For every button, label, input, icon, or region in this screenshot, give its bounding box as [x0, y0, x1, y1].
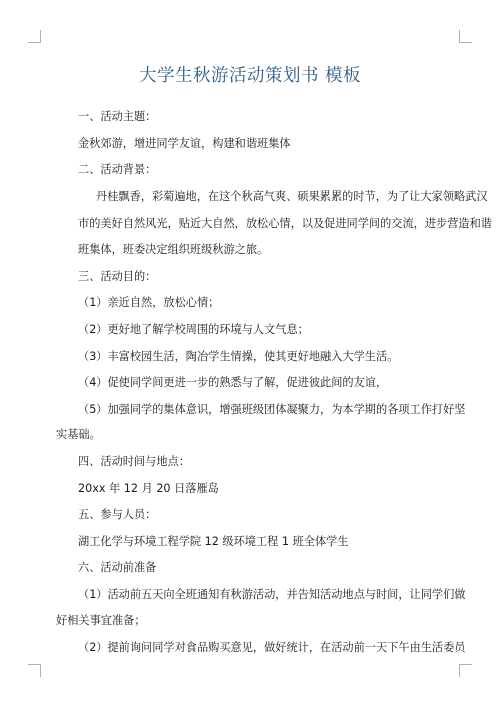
list-item: （1）活动前五天向全班通知有秋游活动，并告知活动地点与时间，让同学们做 — [78, 588, 466, 601]
list-item: （2）更好地了解学校周围的环境与人文气息； — [78, 323, 309, 336]
paragraph: 湖工化学与环境工程学院 12 级环境工程 1 班全体学生 — [78, 535, 349, 548]
list-item-continuation: 实基础。 — [56, 428, 101, 441]
paragraph: 丹桂飘香，彩菊遍地，在这个秋高气爽、硕果累累的时节，为了让大家领略武汉 — [96, 190, 488, 203]
crop-mark-top-left — [28, 30, 41, 43]
heading-preparation: 六、活动前准备 — [78, 561, 157, 574]
paragraph: 班集体，班委决定组织班级秋游之旅。 — [78, 243, 269, 256]
list-item: （1）亲近自然，放松心情； — [78, 296, 220, 309]
heading-time-place: 四、活动时间与地点： — [78, 455, 190, 468]
crop-mark-top-right — [459, 30, 472, 43]
list-item: （5）加强同学的集体意识，增强班级团体凝聚力，为本学期的各项工作打好坚 — [78, 403, 466, 416]
document-title: 大学生秋游活动策划书 模板 — [138, 66, 362, 86]
list-item: （3）丰富校园生活，陶冶学生情操，使其更好地融入大学生活。 — [78, 350, 399, 363]
crop-mark-bottom-left — [28, 664, 41, 677]
list-item: （4）促使同学间更进一步的熟悉与了解，促进彼此间的友谊， — [78, 376, 388, 389]
heading-background: 二、活动背景： — [78, 163, 157, 176]
crop-mark-bottom-right — [459, 664, 472, 677]
heading-theme: 一、活动主题： — [78, 110, 157, 123]
paragraph: 市的美好自然风光，贴近大自然，放松心情，以及促进同学间的交流，进步营造和谐 — [78, 217, 492, 230]
heading-purpose: 三、活动目的： — [78, 270, 157, 283]
paragraph: 金秋郊游，增进同学友谊，构建和谐班集体 — [78, 137, 291, 150]
list-item: （2）提前询问同学对食品购买意见，做好统计，在活动前一天下午由生活委员 — [78, 641, 466, 654]
heading-participants: 五、参与人员： — [78, 508, 157, 521]
paragraph: 20xx 年 12 月 20 日落雁岛 — [78, 482, 219, 495]
list-item-continuation: 好相关事宜准备； — [56, 614, 146, 627]
